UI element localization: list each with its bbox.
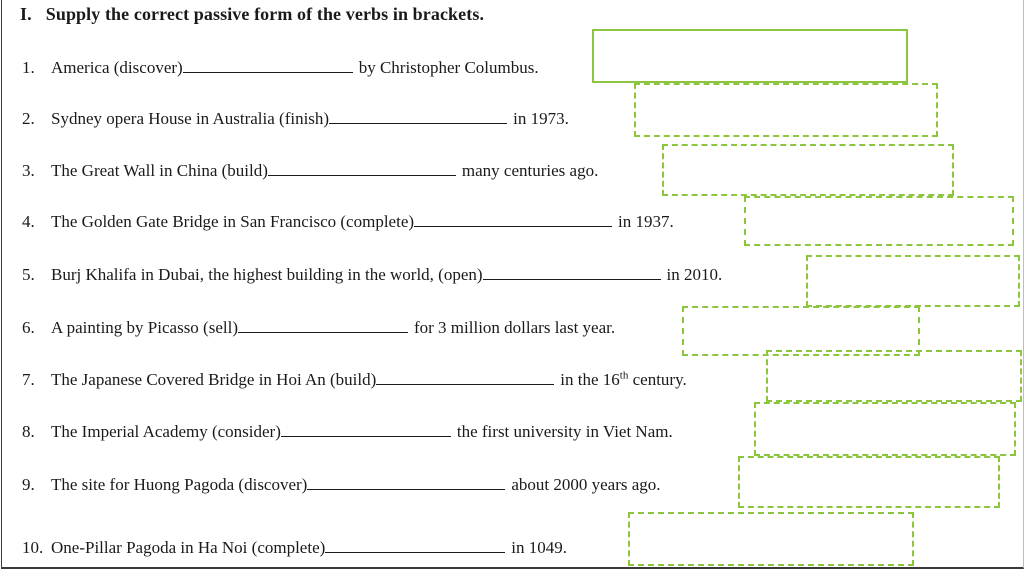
question-tail-text: in the 16: [560, 370, 620, 389]
question-text: Burj Khalifa in Dubai, the highest building in the world, (open): [51, 265, 483, 284]
question-tail: about 2000 years ago.: [511, 475, 661, 494]
question-tail: [560, 370, 686, 389]
question-tail: in 1937.: [618, 212, 674, 231]
question-7: [22, 369, 687, 391]
answer-blank: [238, 318, 408, 333]
question-number: 6.: [22, 318, 35, 337]
question-tail: in 1973.: [513, 109, 569, 128]
answer-box-4[interactable]: [744, 196, 1014, 246]
answer-box-7[interactable]: [766, 350, 1022, 402]
question-tail: for 3 million dollars last year.: [413, 318, 616, 337]
question-number: 3.: [22, 161, 35, 180]
exercise-number: I.: [20, 4, 32, 24]
question-4: [22, 211, 674, 233]
question-text: The Golden Gate Bridge in San Francisco (complete): [51, 212, 415, 231]
answer-box-5[interactable]: [806, 255, 1020, 307]
question-number: 5.: [22, 265, 35, 284]
answer-box-1[interactable]: [592, 29, 908, 83]
question-6: [22, 317, 615, 339]
question-tail-text-end: century.: [628, 370, 687, 389]
question-number: 10.: [22, 538, 44, 557]
ordinal-suffix: th: [619, 369, 629, 382]
answer-blank: [376, 370, 554, 385]
question-number: 2.: [22, 109, 35, 128]
question-10: [22, 537, 567, 559]
answer-blank: [281, 422, 451, 437]
answer-blank: [329, 109, 507, 124]
question-number: 9.: [22, 475, 35, 494]
answer-blank: [483, 265, 661, 280]
question-text: The Imperial Academy (consider): [51, 422, 281, 441]
exercise-heading: [20, 4, 484, 25]
answer-blank: [268, 161, 456, 176]
question-9: [22, 474, 661, 496]
answer-box-9[interactable]: [738, 456, 1000, 508]
question-text: America (discover): [51, 58, 183, 77]
question-text: A painting by Picasso (sell): [51, 318, 238, 337]
question-tail: in 1049.: [511, 538, 568, 557]
question-5: [22, 264, 722, 286]
answer-blank: [325, 538, 505, 553]
question-text: The Great Wall in China (build): [51, 161, 268, 180]
question-tail: in 2010.: [666, 265, 723, 284]
question-tail: the first university in Viet Nam.: [456, 422, 673, 441]
question-tail: by Christopher Columbus.: [358, 58, 539, 77]
question-number: 4.: [22, 212, 35, 231]
question-3: [22, 160, 598, 182]
answer-blank: [183, 58, 353, 73]
question-8: [22, 421, 673, 443]
question-tail: many centuries ago.: [461, 161, 599, 180]
answer-box-2[interactable]: [634, 83, 938, 137]
question-number: 7.: [22, 370, 35, 389]
question-text: Sydney opera House in Australia (finish): [51, 109, 330, 128]
answer-box-10[interactable]: [628, 512, 914, 566]
question-number: 1.: [22, 58, 35, 77]
question-text: One-Pillar Pagoda in Ha Noi (complete): [51, 538, 326, 557]
answer-blank: [307, 475, 505, 490]
question-2: [22, 108, 569, 130]
question-text: The site for Huong Pagoda (discover): [51, 475, 308, 494]
exercise-instruction: Supply the correct passive form of the verbs in brackets.: [45, 4, 485, 24]
question-1: [22, 57, 539, 79]
answer-box-8[interactable]: [754, 402, 1016, 456]
question-text: The Japanese Covered Bridge in Hoi An (build): [51, 370, 377, 389]
question-number: 8.: [22, 422, 35, 441]
answer-box-3[interactable]: [662, 144, 954, 196]
answer-blank: [414, 212, 612, 227]
answer-box-6[interactable]: [682, 306, 920, 356]
